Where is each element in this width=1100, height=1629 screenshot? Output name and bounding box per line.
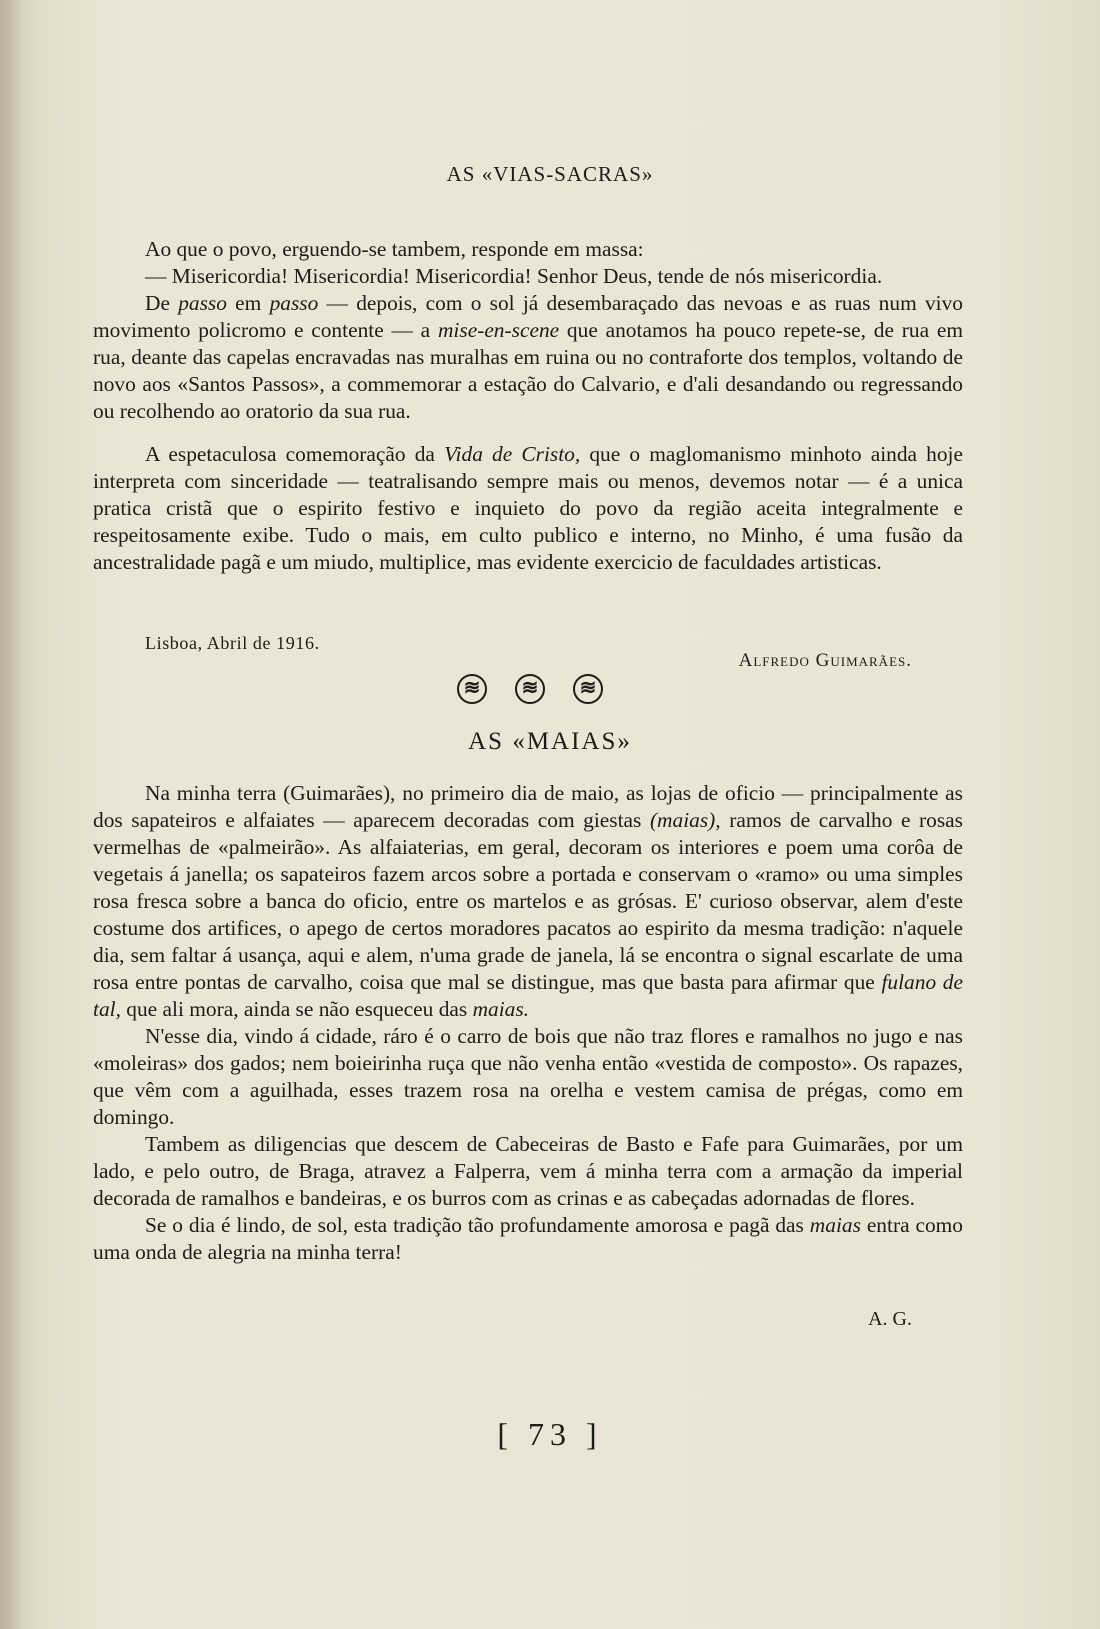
text-run: que o maglomanismo minhoto ainda hoje interpreta com sinceridade — teatralisando sempre mais ou menos, devemos notar — é a unica pratica cristã que o espirito festivo e inquieto do povo da região aceita integralmente e respeitosamente exibe. Tudo o mais, em culto publico e interno, no Minho, é uma fusão da ancestralidade pagã e um miudo, multiplice, mas evidente exercicio de faculdades artisticas. [93, 442, 963, 574]
paragraph [93, 290, 963, 425]
section-vias-sacras-conclusion [93, 441, 963, 576]
paragraph: N'esse dia, vindo á cidade, ráro é o carro de bois que não traz flores e ramalhos no jugo e nas «moleiras» dos gados; nem boieirinha ruça que não venha então «vestida de composto». Os rapazes, que vêm com a aguilhada, esses trazem rosa na orelha e vestem camisa de prégas, como em domingo. [93, 1024, 963, 1129]
running-header: AS «VIAS-SACRAS» [446, 162, 654, 186]
paragraph [93, 780, 963, 1023]
italic-run: mise-en-scene [437, 318, 560, 342]
author-initials: A. G. [868, 1308, 912, 1330]
italic-run: Vida de Cristo, [444, 442, 581, 466]
text-run: — depois, com o sol já desembaraçado das nevoas e as ruas num vivo movimento policromo e contente — a [93, 291, 963, 342]
text-run: entra como uma onda de alegria na minha terra! [93, 1213, 963, 1264]
paragraph: Tambem as diligencias que descem de Cabeceiras de Basto e Fafe para Guimarães, por um lado, e pelo outro, de Braga, atravez a Falperra, vem á minha terra com a armação da imperial decorada de ramalhos e bandeiras, e os burros com as crinas e as cabeçadas adornadas de flores. [93, 1132, 963, 1210]
paragraph [93, 441, 963, 576]
text-run: que anotamos ha pouco repete-se, de rua em rua, deante das capelas encravadas nas muralhas em ruina ou no contraforte dos templos, voltando de novo aos «Santos Passos», a commemorar a estação do Calvario, e d'ali desandando ou regressando ou recolhendo ao oratorio da sua rua. [93, 318, 964, 423]
page-number: [ 73 ] [497, 1416, 603, 1452]
ornament-divider [457, 674, 603, 704]
text-run: em [226, 291, 270, 315]
section-vias-sacras-continued [93, 236, 963, 425]
italic-run: (maias), [649, 808, 721, 832]
italic-run: passo [269, 291, 319, 315]
italic-run: passo [178, 291, 227, 315]
text-run: De [145, 291, 179, 315]
italic-run: fulano de tal, [93, 970, 963, 1021]
place-date: Lisboa, Abril de 1916. [145, 633, 320, 653]
italic-run: maias [809, 1213, 861, 1237]
paragraph: — Misericordia! Misericordia! Misericordia! Senhor Deus, tende de nós misericordia. [145, 264, 883, 288]
ornament-icon: ≋ [573, 674, 603, 704]
ornament-icon: ≋ [515, 674, 545, 704]
text-run: Se o dia é lindo, de sol, esta tradição tão profundamente amorosa e pagã das [145, 1213, 810, 1237]
ornament-icon: ≋ [457, 674, 487, 704]
paragraph: Ao que o povo, erguendo-se tambem, responde em massa: [145, 237, 644, 261]
text-run: Na minha terra (Guimarães), no primeiro dia de maio, as lojas de oficio — principalmente as dos sapateiros e alfaiates — aparecem decoradas com giestas [93, 781, 963, 832]
paragraph [93, 1212, 963, 1266]
author-signature: Alfredo Guimarães. [738, 650, 912, 671]
section-title-maias: AS «MAIAS» [468, 728, 632, 755]
text-run: ramos de carvalho e rosas vermelhas de «palmeirão». As alfaiaterias, em geral, decoram os interiores e poem uma corôa de vegetais á janella; os sapateiros fazem arcos sobre a portada e conservam o «ramo» ou uma simples rosa fresca sobre a banca do oficio, entre os martelos e as grósas. E' curioso observar, alem d'este costume dos artifices, o apego de certos moradores pacatos ao espirito da mesma tradição: n'aquele dia, sem faltar á usança, aqui e alem, n'uma grade de janela, lá se encontra o signal escarlate de uma rosa entre pontas de carvalho, coisa que mal se distingue, mas que basta para afirmar que [93, 808, 964, 994]
section-maias [93, 780, 963, 1266]
text-run: A espetaculosa comemoração da [145, 442, 445, 466]
italic-run: maias. [472, 997, 530, 1021]
text-run: que ali mora, ainda se não esqueceu das [120, 997, 473, 1021]
